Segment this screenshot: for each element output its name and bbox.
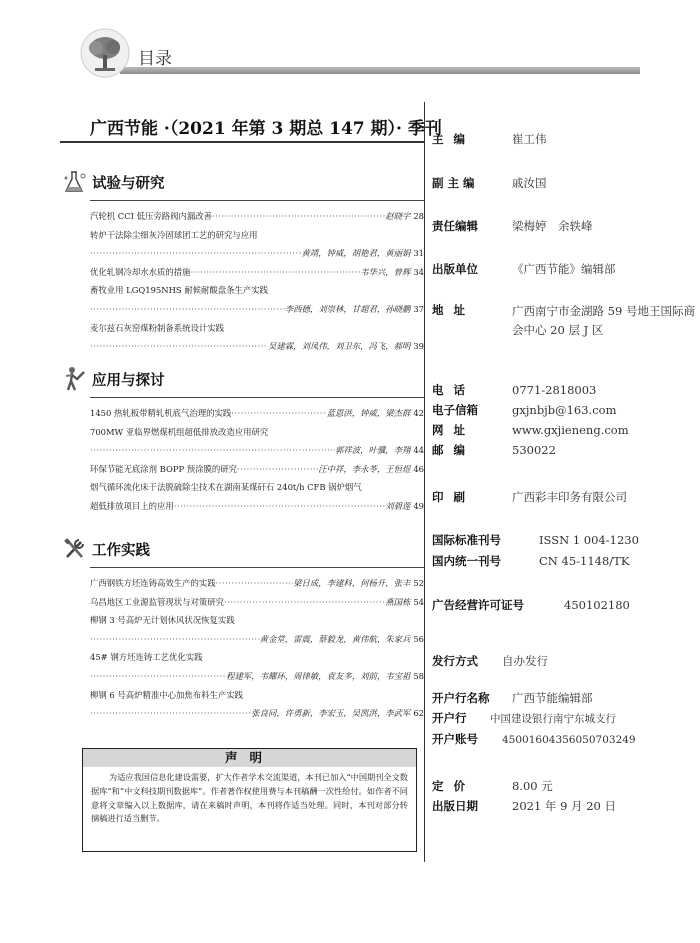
article-line[interactable]: 优化轧钢冷却水水质的措施 ····· 韦华兴，曾辉 34 xyxy=(90,263,424,282)
article-line[interactable]: ····· 黄金堂，雷震，蔡毅龙，黄伟航，朱家兵 56 xyxy=(90,630,424,649)
info-postcode: 邮编 530022 xyxy=(432,443,556,457)
article-line[interactable]: 转炉干法除尘细灰冷固球团工艺的研究与应用 xyxy=(90,229,258,240)
section-rule xyxy=(90,567,424,568)
info-responsible-editor: 责任编辑 梁梅婷 余轶峰 xyxy=(432,219,593,233)
info-account-name: 开户行名称 广西节能编辑部 xyxy=(432,691,593,705)
declaration-body: 为适应我国信息化建设需要，扩大作者学术交流渠道，本刊已加入“中国期刊全文数据库”和“中文科技期刊数据库”。作者著作权使用费与本刊稿酬一次性给付。如作者不同意将文章编入以上数据库，请在来稿时声明，本刊将作适当处理。同时，本刊对部分转摘稿进行适当删节。 xyxy=(91,772,408,824)
lab-flask-icon xyxy=(60,168,90,196)
tree-logo-icon xyxy=(80,28,130,78)
article-line[interactable]: 汽轮机 CCI 低压旁路阀内漏改善 ····· 赵晓宇 28 xyxy=(90,207,424,226)
title-rule xyxy=(60,141,424,143)
article-line[interactable]: 麦尔兹石灰窑煤粉制备系统设计实践 xyxy=(90,322,224,333)
article-line[interactable]: 广西钢铁方坯连铸高效生产的实践 ····· 梁日成，李建科，何杨升，张丰 52 xyxy=(90,574,424,593)
info-account-no: 开户账号 45001604356050703249 xyxy=(432,732,636,746)
info-cn: 国内统一刊号 CN 45-1148/TK xyxy=(432,554,630,568)
header-bar xyxy=(120,67,640,74)
section-title: 应用与探讨 xyxy=(92,372,165,389)
article-list xyxy=(90,404,424,516)
info-issn: 国际标准刊号 ISSN 1 004-1230 xyxy=(432,533,639,547)
info-distribution: 发行方式 自办发行 xyxy=(432,654,548,668)
info-phone: 电话 0771-2818003 xyxy=(432,383,597,397)
info-address: 地址 广西南宁市金湖路 59 号地王国际商会中心 20 层 J 区 xyxy=(432,303,695,337)
article-line[interactable]: ····· 吴建霖，刘凤伟，刘卫东，冯飞，郝明 39 xyxy=(90,337,424,356)
info-email: 电子信箱 gxjnbjb@163.com xyxy=(432,403,617,417)
article-line[interactable]: 柳钢 6 号高炉精准中心加焦布料生产实践 xyxy=(90,689,244,700)
article-line[interactable]: 乌昌地区工业源监管现状与对策研究 ····· 燕国栋 54 xyxy=(90,593,424,612)
info-chief-editor: 主编 崔工伟 xyxy=(432,132,547,146)
article-list xyxy=(90,574,424,723)
page-title: 目录 xyxy=(138,49,172,69)
article-line[interactable]: ····· 张良同，许勇新，李宏玉，吴凯洪，李武军 62 xyxy=(90,704,424,723)
magazine-title: 广西节能 ·（2021 年第 3 期总 147 期）· 季刊 xyxy=(90,119,442,139)
section-application xyxy=(60,365,424,516)
section-practice xyxy=(60,535,424,723)
article-line[interactable]: ····· 黄靖，钟威，胡艳君，黄丽娟 31 xyxy=(90,244,424,263)
worker-icon xyxy=(60,365,90,393)
email-link[interactable]: gxjnbjb@163.com xyxy=(512,403,617,417)
info-printer: 印刷 广西彩丰印务有限公司 xyxy=(432,490,627,504)
article-line[interactable]: ····· 郭祥波，叶骥，李翔 44 xyxy=(90,441,424,460)
article-line[interactable]: ····· 程建军，韦耀环，周律敏，袁友多，刘前，韦宝祖 58 xyxy=(90,667,424,686)
info-price: 定价 8.00 元 xyxy=(432,779,553,793)
section-title: 工作实践 xyxy=(92,542,150,559)
article-line[interactable]: 超低排放项目上的应用 ····· 刘碧莲 49 xyxy=(90,497,424,516)
info-bank: 开户行 中国建设银行南宁东城支行 xyxy=(432,711,616,725)
info-deputy-editor: 副主编 戚汝国 xyxy=(432,176,547,190)
article-line[interactable]: 畜牧业用 LGQ195NHS 耐候耐酸盘条生产实践 xyxy=(90,285,269,296)
declaration-title: 声明 xyxy=(83,749,416,767)
info-pub-date: 出版日期 2021 年 9 月 20 日 xyxy=(432,799,616,813)
article-list xyxy=(90,207,424,356)
website-link[interactable]: www.gxjieneng.com xyxy=(512,423,629,437)
article-line[interactable]: 700MW 亚临界燃煤机组超低排放改造应用研究 xyxy=(90,426,269,437)
declaration-box xyxy=(82,748,417,852)
article-line[interactable]: ····· 李西德，刘崇林，甘超君，孙晓鹏 37 xyxy=(90,300,424,319)
column-divider xyxy=(424,102,425,862)
info-website: 网址 www.gxjieneng.com xyxy=(432,423,629,437)
article-line[interactable]: 柳钢 3 号高炉无计划休风状况恢复实践 xyxy=(90,615,235,626)
article-line[interactable]: 45# 钢方坯连铸工艺优化实践 xyxy=(90,652,203,663)
article-line[interactable]: 环保节能无底涂剂 BOPP 预涂膜的研究 ····· 汪中祥，李永苓，王恒煜 46 xyxy=(90,460,424,479)
info-publisher: 出版单位 《广西节能》编辑部 xyxy=(432,262,616,276)
section-research xyxy=(60,168,424,356)
section-rule xyxy=(90,397,424,398)
section-title: 试验与研究 xyxy=(92,175,165,192)
section-rule xyxy=(90,200,424,201)
article-line[interactable]: 1450 热轧板带精轧机底气治理的实践 ····· 蓝恩洪，钟威，梁杰群 42 xyxy=(90,404,424,423)
article-line[interactable]: 烟气循环流化床干法脱硫除尘技术在湖南某煤矸石 240t/h CFB 锅炉烟气 xyxy=(90,482,362,493)
info-ad-license: 广告经营许可证号 450102180 xyxy=(432,598,630,612)
tools-icon xyxy=(60,535,90,563)
